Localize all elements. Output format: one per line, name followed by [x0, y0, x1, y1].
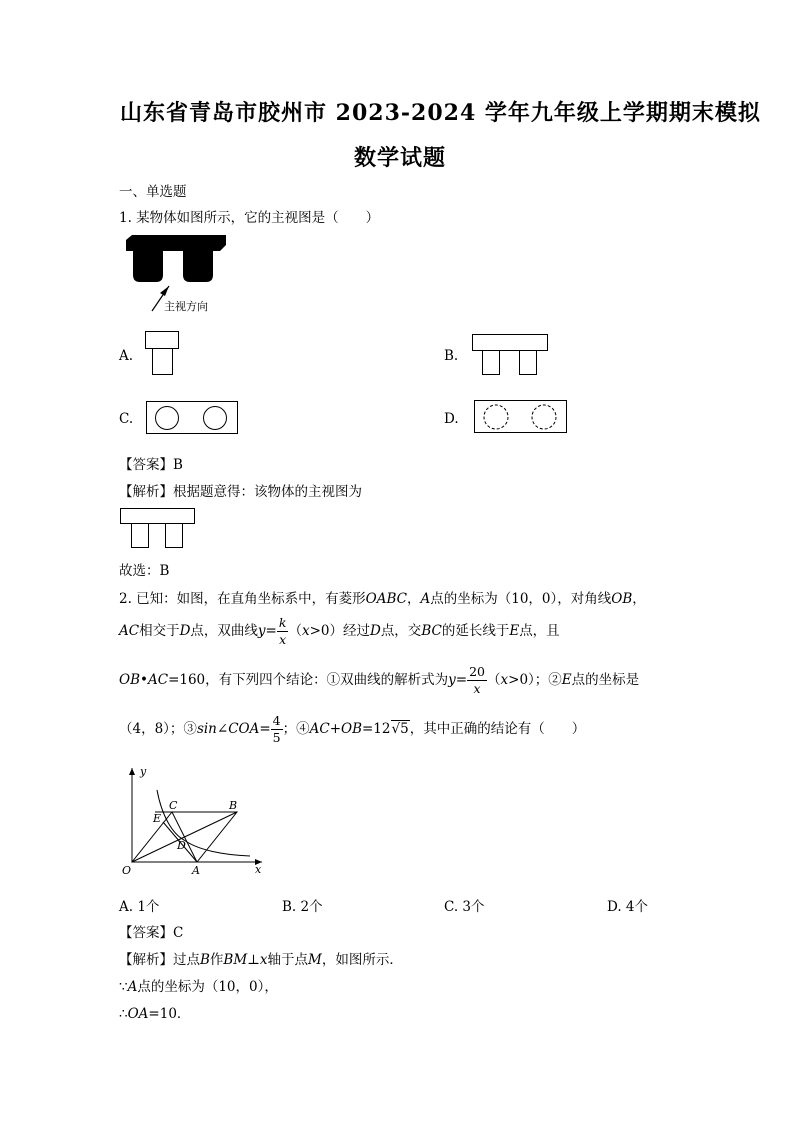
- q2-answer: 【答案】C: [119, 925, 184, 941]
- graph-label-x: x: [255, 863, 262, 876]
- graph-label-b: B: [229, 799, 238, 812]
- title-line-2: 数学试题: [354, 145, 447, 171]
- q2-coordinate-figure: [118, 762, 268, 877]
- graph-label-d: D: [177, 839, 186, 852]
- graph-label-c: C: [169, 799, 178, 812]
- q2-solution-line-2: ∵A点的坐标为（10，0），: [119, 979, 278, 995]
- graph-label-a: A: [192, 864, 200, 877]
- sqrt-5: √5: [391, 721, 409, 737]
- q1-stem: 1. 某物体如图所示，它的主视图是（ ）: [119, 210, 380, 226]
- fraction-k-over-x: $\frac{k}{x}$: [278, 615, 287, 647]
- q2-line-4: （4，8）；③sin∠COA= $\frac{4}{5}$ ；④AC+OB=12√5，其中正确的结论有（ ）: [119, 713, 586, 745]
- q2-solution-line-3: ∴OA=10．: [119, 1006, 191, 1022]
- fraction-20-over-x: $\frac{20}{x}$: [469, 664, 486, 696]
- title-line-1: 山东省青岛市胶州市 2023-2024 学年九年级上学期期末模拟: [120, 100, 761, 126]
- q2-line-3: OB•AC=160，有下列四个结论：①双曲线的解析式为y= $\frac{20}{x}$ （x>0）；②E点的坐标是: [119, 664, 640, 696]
- q1-option-d-label: D.: [444, 411, 459, 427]
- graph-label-e: E: [153, 812, 162, 825]
- q1-option-a-figure: [145, 331, 185, 379]
- q1-option-b-label: B.: [444, 348, 459, 364]
- graph-label-y: y: [140, 765, 147, 778]
- graph-label-o: O: [122, 864, 132, 877]
- q1-analysis: 【解析】根据题意得：该物体的主视图为: [119, 484, 362, 500]
- q2-option-a: A. 1个: [119, 899, 160, 915]
- q1-conclusion: 故选：B: [119, 563, 170, 579]
- q2-option-c: C. 3个: [444, 899, 485, 915]
- q1-solid-figure: [120, 232, 240, 322]
- fraction-4-over-5: $\frac{4}{5}$: [272, 713, 281, 745]
- q2-solution-line-1: 【解析】过点B作BM⊥x轴于点M，如图所示．: [119, 952, 403, 968]
- q1-view-direction-label: 主视方向: [164, 300, 208, 313]
- q1-option-b-figure: [472, 334, 552, 378]
- q1-answer: 【答案】B: [119, 457, 183, 473]
- q2-line-1: 2. 已知：如图，在直角坐标系中，有菱形OABC，A点的坐标为（10，0），对角线OB，: [119, 591, 646, 607]
- q1-option-c-label: C.: [119, 411, 134, 427]
- q1-option-d-figure: [474, 400, 570, 436]
- q2-option-d: D. 4个: [607, 899, 649, 915]
- q1-option-c-figure: [146, 401, 240, 437]
- q1-analysis-figure: [120, 508, 200, 550]
- q2-option-b: B. 2个: [282, 899, 323, 915]
- section-heading: 一、单选题: [119, 184, 187, 200]
- q1-option-a-label: A.: [119, 348, 134, 364]
- q2-line-2: AC相交于D点，双曲线y= $\frac{k}{x}$ （x>0）经过D点，交BC的延长线于E点，且: [119, 615, 560, 647]
